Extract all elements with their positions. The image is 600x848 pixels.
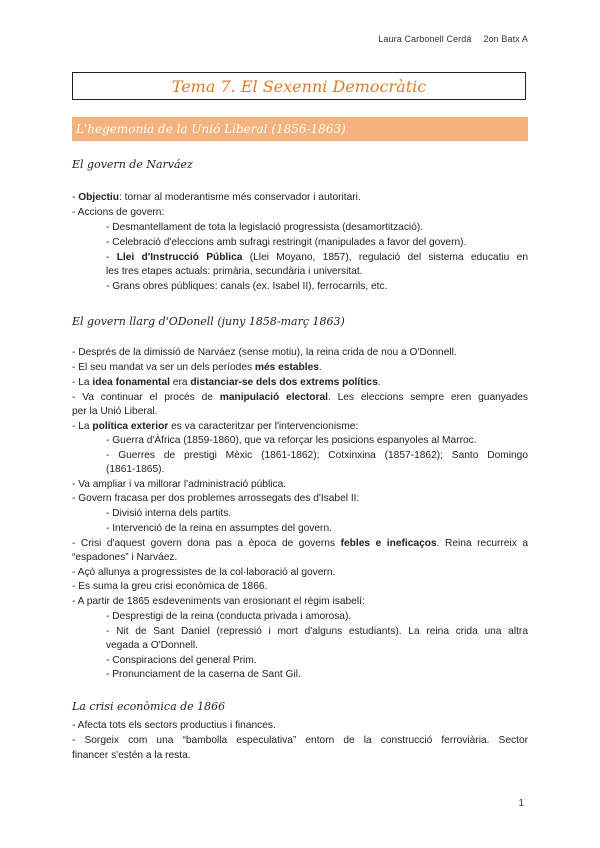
- text-run: era: [169, 377, 191, 388]
- text-line: [106, 654, 528, 668]
- text-run: - Celebració d'eleccions amb sufragi restringit (manipulades a favor del govern).: [106, 237, 467, 248]
- text-line: [106, 668, 528, 682]
- page-header: [378, 34, 528, 44]
- text-line: [106, 280, 528, 294]
- text-run: .: [318, 362, 322, 373]
- text-line: [72, 492, 528, 506]
- text-line: [72, 734, 528, 748]
- text-run: - Pronunciament de la caserna de Sant Gil.: [106, 669, 301, 680]
- text-run: - Desmantellament de tota la legislació progressista (desamortització).: [106, 222, 424, 233]
- text-line: [106, 639, 528, 653]
- text-run: per la Unió Liberal.: [72, 406, 158, 417]
- text-run: - Desprestigi de la reina (conducta privada i amorosa).: [106, 611, 352, 622]
- text-line: [72, 191, 528, 205]
- text-line: [106, 221, 528, 235]
- text-run: (Llei Moyano, 1857), regulació del sistema educatiu en: [242, 252, 528, 263]
- text-run: - Divisió interna dels partits.: [106, 508, 232, 519]
- text-run: - Guerra d'Àfrica (1859-1860), que va reforçar les posicions espanyoles al Marroc.: [106, 435, 477, 446]
- text-run: . Reina recurreix a: [436, 538, 528, 549]
- subheading-crisi: La crisi econòmica de 1866: [72, 700, 226, 713]
- text-run: - Govern fracasa per dos problemes arrossegats des d'Isabel II:: [72, 493, 360, 504]
- text-line: [72, 346, 528, 360]
- text-run: - A partir de 1865 esdeveniments van erosionant el règim isabelí:: [72, 596, 365, 607]
- text-run: - Açò allunya a progressistes de la col·laboració al govern.: [72, 567, 336, 578]
- text-line: [72, 376, 528, 390]
- text-line: [72, 206, 528, 220]
- text-line: [72, 749, 528, 763]
- text-run: - Afecta tots els sectors productius i finances.: [72, 720, 276, 731]
- text-run: les tres etapes actuals: primària, secundària i universitat.: [106, 266, 363, 277]
- subheading-narvaez: El govern de Narváez: [72, 158, 193, 171]
- bold-text: Objectiu: [78, 192, 119, 203]
- bold-text: idea fonamental: [92, 377, 170, 388]
- text-line: [72, 580, 528, 594]
- text-run: - Nit de Sant Daniel (repressió i mort d'alguns estudiants). La reina crida una altra: [106, 626, 528, 637]
- text-line: [106, 449, 528, 463]
- text-run: -: [106, 252, 117, 263]
- text-line: [106, 522, 528, 536]
- bold-text: més estables: [254, 362, 319, 373]
- text-run: - Crisi d'aquest govern dona pas a època de governs: [72, 538, 341, 549]
- document-title-box: [72, 72, 526, 100]
- text-run: es va caracteritzar per l'intervencionisme:: [168, 421, 359, 432]
- text-run: - Va continuar el procés de: [72, 392, 220, 403]
- subheading-odonnell: El govern llarg d'ODonell (juny 1858-març 1863): [72, 315, 345, 328]
- page-number: 1: [518, 798, 524, 809]
- text-run: financer s'estén a la resta.: [72, 750, 191, 761]
- text-line: [72, 420, 528, 434]
- text-run: - Es suma la greu crisi econòmica de 1866.: [72, 581, 268, 592]
- text-run: - Accions de govern:: [72, 207, 165, 218]
- text-run: - Intervenció de la reina en assumptes del govern.: [106, 523, 332, 534]
- bold-text: Llei d'Instrucció Pública: [116, 252, 243, 263]
- text-run: - La: [72, 421, 93, 432]
- text-line: [106, 265, 528, 279]
- text-run: - Després de la dimissió de Narváez (sense motiu), la reina crida de nou a O'Donnell.: [72, 347, 457, 358]
- text-run: : tornar al moderantisme més conservador i autoritari.: [119, 192, 361, 203]
- text-line: [72, 595, 528, 609]
- text-line: [72, 391, 528, 405]
- text-line: [106, 610, 528, 624]
- section-heading-bar: [72, 117, 528, 141]
- text-line: [106, 251, 528, 265]
- bold-text: distanciar-se dels dos extrems polítics: [190, 377, 378, 388]
- bold-text: manipulació electoral: [219, 392, 328, 403]
- text-run: . Les eleccions sempre eren guanyades: [327, 392, 528, 403]
- text-run: - Va ampliar i va millorar l'administració pública.: [72, 479, 287, 490]
- text-line: [106, 625, 528, 639]
- bold-text: política exterior: [92, 421, 169, 432]
- text-line: [106, 463, 528, 477]
- text-line: [72, 719, 528, 733]
- text-run: - Conspiracions del general Prim.: [106, 655, 257, 666]
- author-name: Laura Carbonell Cerdá: [378, 34, 472, 44]
- text-line: [72, 405, 528, 419]
- text-run: - Grans obres públiques: canals (ex. Isabel II), ferrocarrils, etc.: [106, 281, 388, 292]
- text-run: - El seu mandat va ser un dels períodes: [72, 362, 255, 373]
- section-heading: L'hegemonia de la Unió Liberal (1856-1863): [76, 122, 346, 136]
- text-line: [72, 551, 528, 565]
- text-run: vegada a O'Donnell.: [106, 640, 198, 651]
- bold-text: febles e ineficaços: [340, 538, 437, 549]
- text-line: [72, 537, 528, 551]
- text-run: (1861-1865).: [106, 464, 165, 475]
- text-run: -: [72, 192, 79, 203]
- text-line: [106, 236, 528, 250]
- text-line: [106, 507, 528, 521]
- text-run: - Guerres de prestigi Mèxic (1861-1862); Cotxinxina (1857-1862); Santo Domingo: [106, 450, 528, 461]
- text-run: - Sorgeix com una “bambolla especulativa” entorn de la construcció ferroviària. Sector: [72, 735, 528, 746]
- document-title: Tema 7. El Sexenni Democràtic: [171, 76, 427, 96]
- text-run: .: [377, 377, 381, 388]
- text-line: [72, 566, 528, 580]
- text-run: “espadones” i Narváez.: [72, 552, 178, 563]
- text-run: - La: [72, 377, 93, 388]
- text-line: [106, 434, 528, 448]
- class-label: 2on Batx A: [483, 34, 528, 44]
- text-line: [72, 478, 528, 492]
- text-line: [72, 361, 528, 375]
